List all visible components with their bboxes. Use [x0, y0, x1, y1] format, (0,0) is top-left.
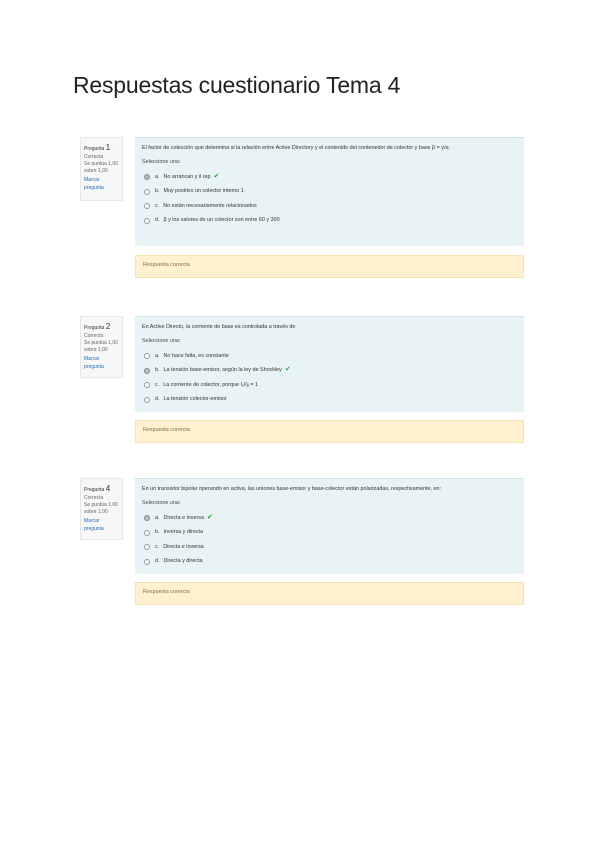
answer-option-b[interactable] — [144, 363, 517, 378]
question-info — [80, 316, 123, 378]
answer-letter: d. — [155, 217, 160, 224]
question-status: Correcta — [84, 332, 104, 339]
answer-option-b[interactable] — [144, 525, 517, 540]
answer-letter: a. — [155, 173, 160, 180]
radio-selected-icon[interactable] — [144, 174, 150, 180]
answer-text: La tensión base-emisor, según la ley de Shockley — [163, 367, 282, 374]
answer-list — [142, 349, 517, 407]
answer-text: Muy positivo un colector interno 1 — [163, 188, 244, 195]
radio-selected-icon[interactable] — [144, 515, 150, 521]
answer-option-a[interactable] — [144, 170, 517, 185]
answer-letter: b. — [155, 188, 160, 195]
feedback-box: Respuesta correcta — [135, 255, 524, 278]
question-number — [84, 142, 119, 154]
question-number — [84, 321, 119, 333]
answer-option-b[interactable] — [144, 184, 517, 199]
answer-option-d[interactable] — [144, 213, 517, 228]
radio-icon[interactable] — [144, 218, 150, 224]
answer-text: La corriente de colector, porque Iₓ/Iᵦ = 1 — [163, 381, 258, 388]
answer-letter: a. — [155, 352, 160, 359]
answer-text: La tensión colector-emisor — [163, 396, 227, 403]
question-number-value: 2 — [105, 322, 111, 331]
question-content — [135, 137, 524, 246]
answer-option-c[interactable] — [144, 540, 517, 555]
answer-letter: c. — [155, 202, 160, 209]
question-info — [80, 478, 123, 540]
answer-text: No hace falta, es constante — [163, 352, 229, 359]
check-icon: ✔ — [284, 366, 291, 374]
answer-prompt: Seleccione una: — [142, 159, 181, 166]
flag-question-link[interactable]: Marcar pregunta — [84, 518, 104, 532]
radio-icon[interactable] — [144, 189, 150, 195]
question-text: En Active Directo, la corriente de base es controlada a través de — [142, 324, 296, 330]
document-title: Respuestas cuestionario Tema 4 — [73, 72, 401, 98]
question-label: Pregunta — [84, 325, 105, 331]
question-label: Pregunta — [84, 146, 105, 152]
answer-letter: c. — [155, 543, 160, 550]
check-icon: ✔ — [206, 513, 213, 521]
answer-option-a[interactable] — [144, 349, 517, 364]
question-score: Se puntúa 1,00 sobre 1,00 — [84, 160, 118, 175]
question-content — [135, 316, 524, 412]
question-status: Correcta — [84, 153, 104, 160]
answer-letter: c. — [155, 381, 160, 388]
radio-selected-icon[interactable] — [144, 368, 150, 374]
flag-question-link[interactable]: Marcar pregunta — [84, 356, 104, 370]
feedback-box: Respuesta correcta — [135, 420, 524, 443]
answer-letter: b. — [155, 367, 160, 374]
answer-option-c[interactable] — [144, 378, 517, 393]
question-score: Se puntúa 1,00 sobre 1,00 — [84, 339, 118, 354]
answer-option-c[interactable] — [144, 199, 517, 214]
answer-letter: d. — [155, 558, 160, 565]
radio-icon[interactable] — [144, 559, 150, 565]
answer-text: Directa y directa — [163, 558, 203, 565]
answer-prompt: Seleccione una: — [142, 500, 181, 507]
radio-icon[interactable] — [144, 544, 150, 550]
question-number — [84, 483, 119, 495]
question-number-value: 1 — [105, 143, 111, 152]
question-info — [80, 137, 123, 201]
answer-letter: b. — [155, 529, 160, 536]
radio-icon[interactable] — [144, 530, 150, 536]
answer-text: No arrancan y il rep — [163, 173, 211, 180]
question-text: En un transistor bipolar operando en activa, las uniones base-emisor y base-colector están polarizadas, respectivamente, en: — [142, 486, 442, 492]
answer-text: Directa e inversa — [163, 514, 204, 521]
answer-text: Inversa y directa — [163, 529, 204, 536]
radio-icon[interactable] — [144, 353, 150, 359]
answer-option-d[interactable] — [144, 392, 517, 407]
question-status: Correcta — [84, 494, 104, 501]
answer-option-a[interactable] — [144, 511, 517, 526]
answer-text: No están necesariamente relacionados — [163, 202, 257, 209]
check-icon: ✔ — [213, 172, 220, 180]
answer-text: β y los valores de un colector son entre 60 y 300 — [163, 217, 280, 224]
question-number-value: 4 — [105, 484, 111, 493]
radio-icon[interactable] — [144, 382, 150, 388]
answer-letter: d. — [155, 396, 160, 403]
flag-question-link[interactable]: Marcar pregunta — [84, 177, 104, 191]
radio-icon[interactable] — [144, 203, 150, 209]
answer-letter: a. — [155, 514, 160, 521]
feedback-box: Respuesta correcta — [135, 582, 524, 605]
radio-icon[interactable] — [144, 397, 150, 403]
question-label: Pregunta — [84, 487, 105, 493]
question-score: Se puntúa 1,00 sobre 1,00 — [84, 501, 118, 516]
answer-list — [142, 511, 517, 569]
question-text: El factor de colección que determina si la relación entre Active Directory y el contenido del contenedor de colector y base β = y/α. — [142, 145, 451, 151]
answer-option-d[interactable] — [144, 554, 517, 569]
answer-text: Directa e inversa — [163, 543, 204, 550]
answer-prompt: Seleccione una: — [142, 338, 181, 345]
question-content — [135, 478, 524, 574]
answer-list — [142, 170, 517, 228]
